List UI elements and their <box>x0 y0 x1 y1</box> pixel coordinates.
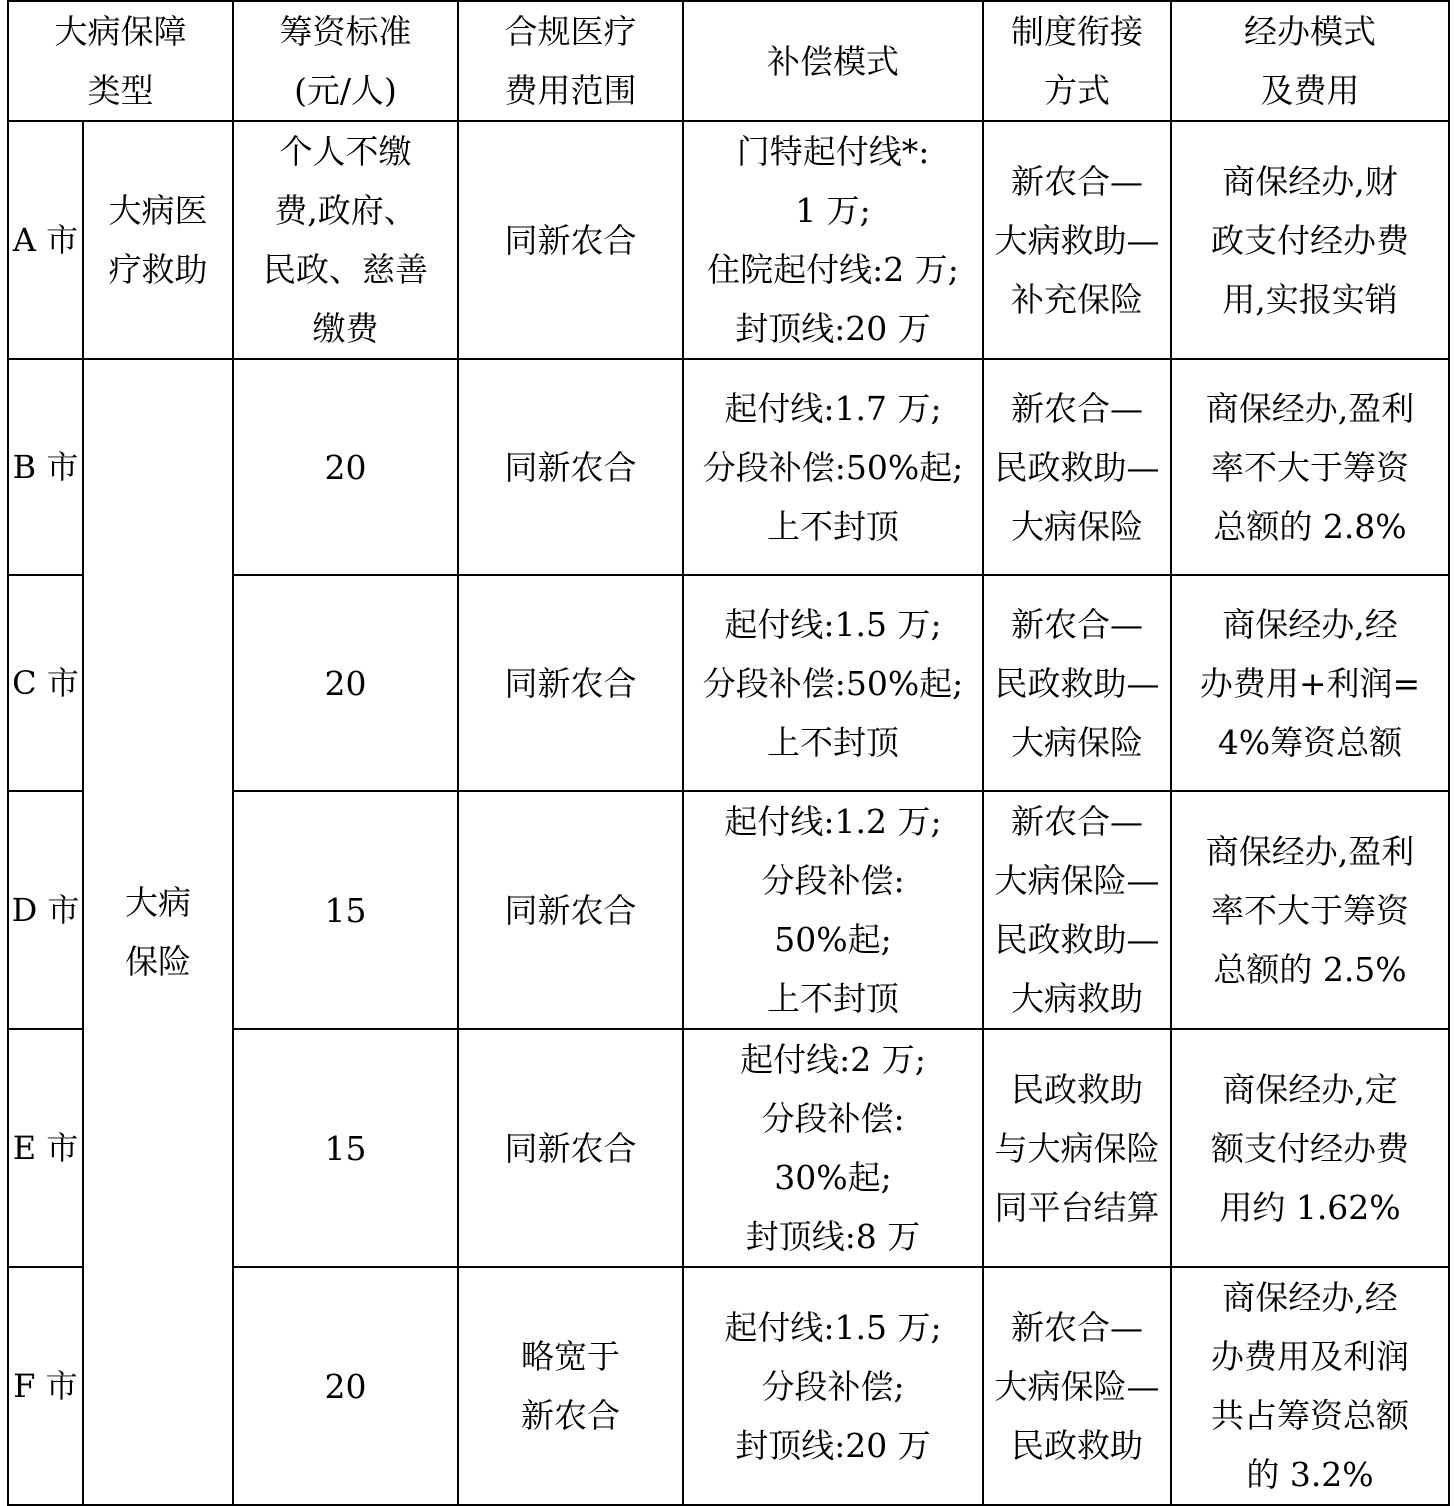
linkage-cell: 新农合— 民政救助— 大病保险 <box>983 359 1171 575</box>
header-row <box>8 1 1449 121</box>
compensation-cell: 起付线:1.2 万; 分段补偿: 50%起; 上不封顶 <box>683 791 983 1029</box>
city-cell: B 市 <box>8 359 83 575</box>
management-cell: 商保经办,财 政支付经办费 用,实报实销 <box>1171 121 1449 359</box>
header-management: 经办模式 及费用 <box>1171 1 1449 121</box>
compensation-cell: 起付线:1.5 万; 分段补偿:50%起; 上不封顶 <box>683 575 983 791</box>
funding-cell: 个人不缴 费,政府、 民政、慈善 缴费 <box>233 121 458 359</box>
scope-cell: 同新农合 <box>458 791 683 1029</box>
funding-cell: 15 <box>233 1029 458 1267</box>
linkage-cell: 新农合— 大病保险— 民政救助— 大病救助 <box>983 791 1171 1029</box>
compensation-cell: 门特起付线*: 1 万; 住院起付线:2 万; 封顶线:20 万 <box>683 121 983 359</box>
management-cell: 商保经办,盈利 率不大于筹资 总额的 2.5% <box>1171 791 1449 1029</box>
scope-cell: 同新农合 <box>458 359 683 575</box>
funding-cell: 20 <box>233 1267 458 1505</box>
funding-cell: 15 <box>233 791 458 1029</box>
header-linkage: 制度衔接 方式 <box>983 1 1171 121</box>
type-cell-merged: 大病 保险 <box>83 359 233 1505</box>
compensation-cell: 起付线:2 万; 分段补偿: 30%起; 封顶线:8 万 <box>683 1029 983 1267</box>
management-cell: 商保经办,经 办费用+利润= 4%筹资总额 <box>1171 575 1449 791</box>
table-row <box>8 121 1449 359</box>
funding-cell: 20 <box>233 575 458 791</box>
linkage-cell: 民政救助 与大病保险 同平台结算 <box>983 1029 1171 1267</box>
city-cell: C 市 <box>8 575 83 791</box>
city-cell: E 市 <box>8 1029 83 1267</box>
scope-cell: 同新农合 <box>458 575 683 791</box>
city-cell: D 市 <box>8 791 83 1029</box>
compensation-cell: 起付线:1.7 万; 分段补偿:50%起; 上不封顶 <box>683 359 983 575</box>
city-cell: A 市 <box>8 121 83 359</box>
compensation-cell: 起付线:1.5 万; 分段补偿; 封顶线:20 万 <box>683 1267 983 1505</box>
management-cell: 商保经办,经 办费用及利润 共占筹资总额 的 3.2% <box>1171 1267 1449 1505</box>
header-scope: 合规医疗 费用范围 <box>458 1 683 121</box>
linkage-cell: 新农合— 民政救助— 大病保险 <box>983 575 1171 791</box>
city-cell: F 市 <box>8 1267 83 1505</box>
insurance-comparison-table <box>7 0 1450 1506</box>
linkage-cell: 新农合— 大病保险— 民政救助 <box>983 1267 1171 1505</box>
funding-cell: 20 <box>233 359 458 575</box>
header-funding: 筹资标准 (元/人) <box>233 1 458 121</box>
table-row <box>8 359 1449 575</box>
scope-cell: 同新农合 <box>458 121 683 359</box>
type-cell: 大病医 疗救助 <box>83 121 233 359</box>
scope-cell: 同新农合 <box>458 1029 683 1267</box>
management-cell: 商保经办,定 额支付经办费 用约 1.62% <box>1171 1029 1449 1267</box>
management-cell: 商保经办,盈利 率不大于筹资 总额的 2.8% <box>1171 359 1449 575</box>
header-type: 大病保障 类型 <box>8 1 233 121</box>
linkage-cell: 新农合— 大病救助— 补充保险 <box>983 121 1171 359</box>
scope-cell: 略宽于 新农合 <box>458 1267 683 1505</box>
header-compensation: 补偿模式 <box>683 1 983 121</box>
